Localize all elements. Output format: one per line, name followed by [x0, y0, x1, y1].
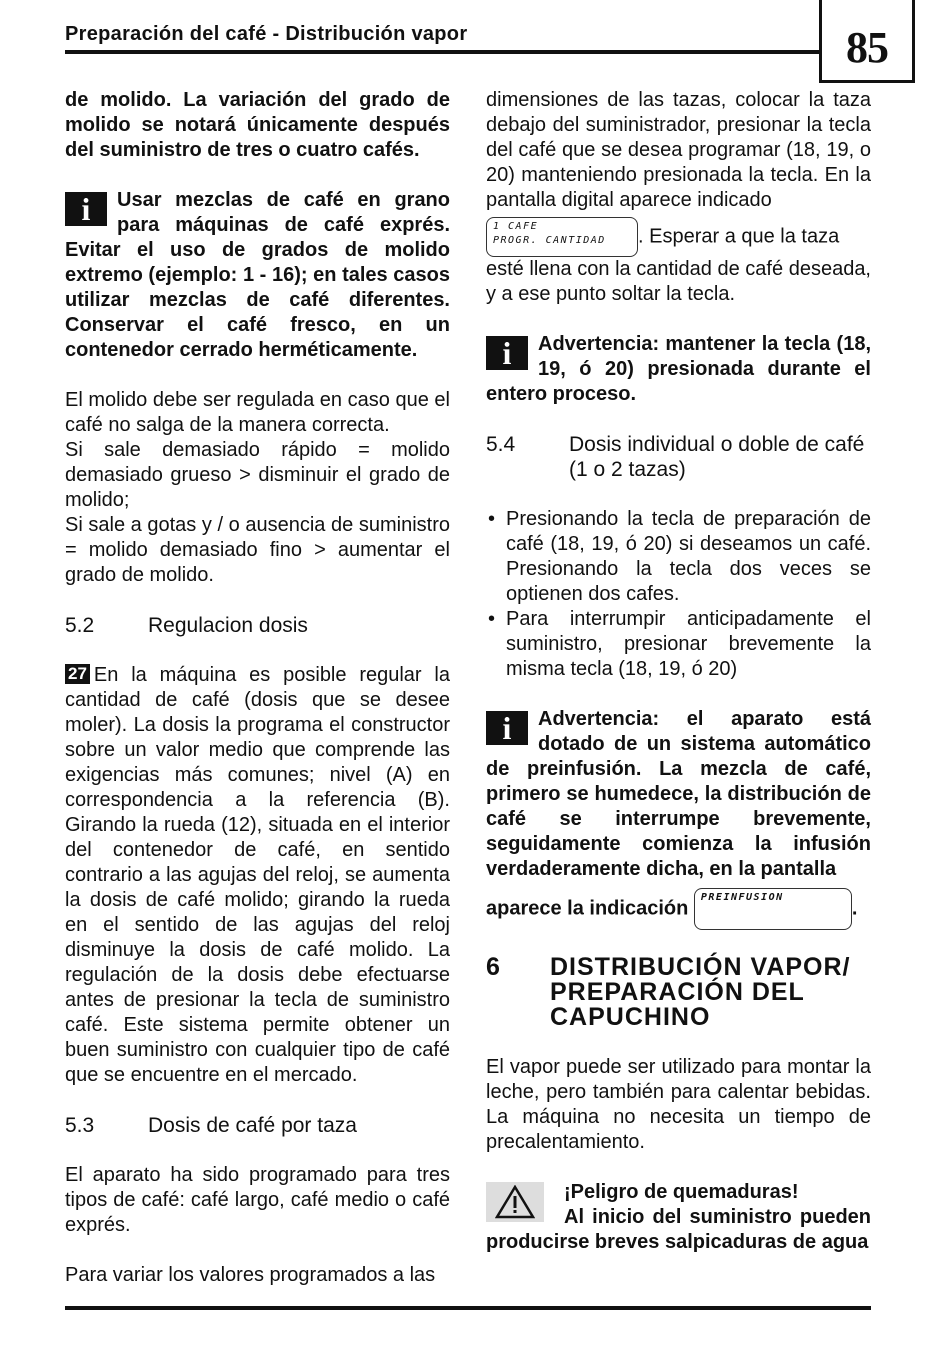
paragraph: esté llena con la cantidad de café deseada, y a ese punto soltar la tecla.	[486, 258, 871, 305]
info-icon: i	[65, 192, 107, 226]
footer-rule	[65, 1306, 871, 1310]
section-number: 5.4	[486, 433, 516, 456]
paragraph	[65, 663, 450, 1088]
section-title: Dosis de café por taza	[148, 1114, 357, 1137]
header-rule	[65, 50, 871, 54]
list-item: • Para interrumpir anticipadamente el suministro, presionar brevemente la misma tecla (18, 19, ó 20)	[486, 607, 871, 682]
display-line: 1 CAFE	[493, 221, 539, 232]
paragraph: El molido debe ser regulada en caso que el café no salga de la manera correcta.	[65, 389, 450, 436]
paragraph: Si sale demasiado rápido = molido demasiado grueso > disminuir el grado de molido;	[65, 439, 450, 511]
paragraph: El aparato ha sido programado para tres tipos de café: café largo, café medio o café exprés.	[65, 1164, 450, 1236]
paragraph: dimensiones de las tazas, colocar la taza debajo del suministrador, presionar la tecla del café que se desea programar (18, 19, o 20) manteniendo presionada la tecla. En la pantalla digital aparece indicado	[486, 89, 871, 211]
warning-note	[486, 1180, 871, 1255]
warning-title: ¡Peligro de quemaduras!	[564, 1181, 799, 1203]
section-title: Regulacion dosis	[148, 614, 308, 637]
left-column	[65, 88, 450, 1288]
paragraph: Si sale a gotas y / o ausencia de suministro = molido demasiado fino > aumentar el grado de molido.	[65, 514, 450, 586]
bullet-list	[486, 507, 871, 682]
display-readout	[486, 217, 638, 257]
info-note-text	[486, 888, 871, 930]
info-icon: i	[486, 336, 528, 370]
section-number: 5.2	[65, 614, 95, 637]
info-note-text: Usar mezclas de café en grano para máquinas de café exprés. Evitar el uso de grados de molido extremo (ejemplo: 1 - 16); en tales casos utilizar mezclas de café diferentes. Conservar el café fresco, en un contenedor cerrado herméticamente.	[65, 189, 450, 361]
info-note	[486, 332, 871, 407]
info-note-text: Advertencia: mantener la tecla (18, 19, ó 20) presionada durante el entero proceso.	[486, 333, 871, 405]
paragraph-text: En la máquina es posible regular la cantidad de café (dosis que se desee moler). La dosis la programa el constructor sobre un valor medio que comprende las exigencias más comunes; nivel (A) en correspondencia a la referencia (B). Girando la rueda (12), situada en el interior del contenedor de café, en sentido contrario a las agujas del reloj, se aumenta la dosis de café molido; girando la rueda en el sentido de las agujas del reloj disminuye la dosis de café molido. La regulación de la dosis debe efectuarse antes de presionar la tecla de suministro café. Este sistema permite obtener un buen suministro con cualquier tipo de café que se encuentre en el mercado.	[65, 664, 450, 1086]
right-column	[486, 88, 871, 1255]
section-heading-5-3	[65, 1113, 450, 1138]
list-item: • Presionando la tecla de preparación de café (18, 19, ó 20) si deseamos un café. Presionando la tecla dos veces se optienen dos cafes.	[486, 507, 871, 607]
paragraph: Para variar los valores programados a las	[65, 1264, 436, 1286]
section-number: 6	[486, 953, 501, 981]
paragraph: de molido. La variación del grado de molido se notará únicamente después del suministro de tres o cuatro cafés.	[65, 89, 450, 161]
section-heading-6	[486, 955, 871, 1030]
header-title: Preparación del café - Distribución vapor	[65, 23, 468, 45]
paragraph	[486, 217, 871, 257]
paragraph: El vapor puede ser utilizado para montar la leche, pero también para calentar bebidas. La máquina no necesita un tiempo de precalentamiento.	[486, 1056, 871, 1153]
section-title: Dosis individual o doble de café (1 o 2 tazas)	[569, 433, 865, 481]
section-heading-5-2	[65, 613, 450, 638]
warning-text: Al inicio del suministro pueden producirse breves salpicaduras de agua	[486, 1206, 871, 1253]
info-note	[65, 188, 450, 363]
display-line: PREINFUSION	[700, 892, 784, 903]
warning-triangle-icon	[486, 1182, 544, 1222]
page-number-box	[819, 0, 915, 83]
paragraph-text: . Esperar a que la taza	[638, 225, 840, 248]
figure-ref-badge: 27	[65, 664, 90, 684]
section-title: DISTRIBUCIÓN VAPOR/ PREPARACIÓN DEL CAPUCHINO	[550, 953, 851, 1031]
paragraph-text: .	[851, 897, 858, 920]
page-header	[65, 18, 888, 72]
section-number: 5.3	[65, 1114, 95, 1137]
info-note	[486, 707, 871, 930]
info-icon: i	[486, 711, 528, 745]
display-line: PROGR. CANTIDAD	[493, 235, 606, 246]
info-note-text: Advertencia: el aparato está dotado de un sistema automático de preinfusión. La mezcla de café, primero se humedece, la distribución de café se interrumpe brevemente, seguidamente comienza la infusión verdaderamente dicha, en la pantalla	[486, 708, 871, 880]
display-readout	[694, 888, 852, 930]
page-number: 85	[846, 23, 888, 72]
paragraph-text: aparece la indicación	[486, 897, 689, 920]
section-heading-5-4	[486, 432, 871, 482]
